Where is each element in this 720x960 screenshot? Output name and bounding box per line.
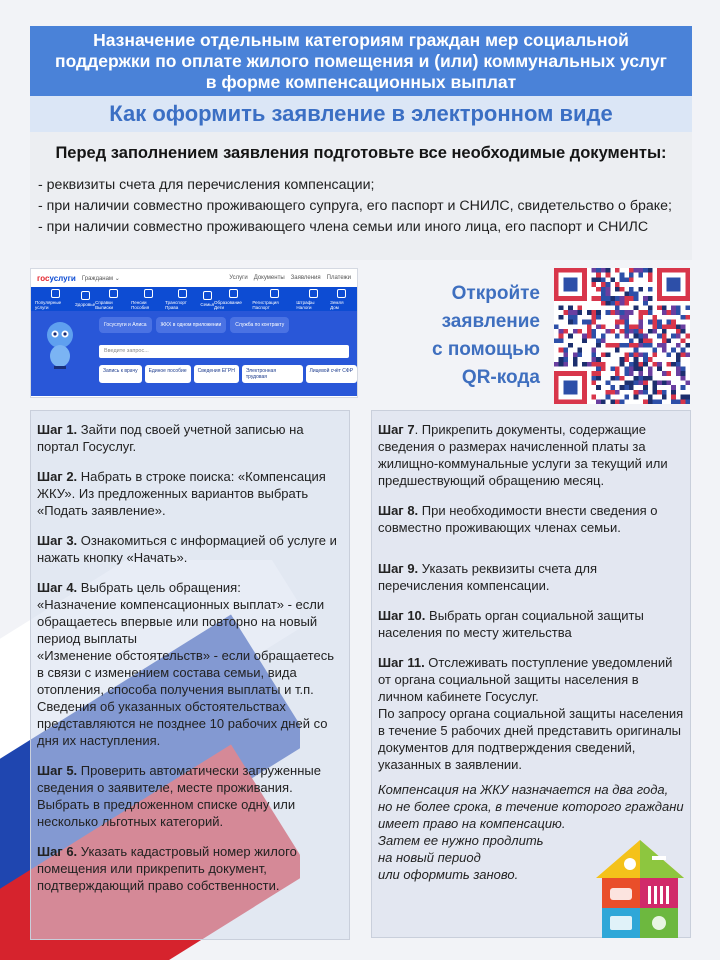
gosuslugi-search: Введите запрос... — [99, 345, 349, 358]
list-item: - при наличии совместно проживающего супруга, его паспорт и СНИЛС, свидетельство о браке; — [38, 198, 672, 214]
step-11: Шаг 11. Отслеживать поступление уведомлений от органа социальной защиты населения в личном кабинете Госуслуг. По запросу органа социальной защиты населения в течение 5 рабочих дней представить оригиналы документов для подтверждения сведений, указанных в заявлении. — [378, 655, 684, 772]
preparation-list — [30, 175, 692, 238]
step-6: Шаг 6. Указать кадастровый номер жилого помещения или прикрепить документ, подтверждающий право собственности. — [37, 844, 297, 893]
gosuslugi-nav: Популярные услуги Здоровье Справки Выписки Пенсии Пособия Транспорт Права Семья Образование Дети Регистрация Паспорт Штрафы Налоги Земля Дом — [31, 287, 357, 311]
step-3: Шаг 3. Ознакомиться с информацией об услуге и нажать кнопку «Начать». — [37, 533, 337, 565]
step-1: Шаг 1. Зайти под своей учетной записью на портал Госуслуг. — [37, 422, 304, 454]
promo-chip: ЖКХ в одном приложении — [156, 317, 227, 333]
step-5: Шаг 5. Проверить автоматически загруженные сведения о заявителе, месте проживания. Выбрать в предложенном списке одну или несколько льготных категорий. — [37, 763, 321, 829]
quick-tag: Лицевой счёт СФР — [306, 365, 357, 383]
preparation-title: Перед заполнением заявления подготовьте все необходимые документы: — [55, 144, 667, 162]
gosuslugi-logo: госуслуги — [37, 273, 76, 283]
top-link: Платежи — [326, 275, 351, 281]
preparation-block — [30, 132, 692, 260]
citizens-menu: Гражданам ⌄ — [81, 275, 120, 282]
list-item: - реквизиты счета для перечисления компенсации; — [38, 177, 375, 193]
top-link: Документы — [253, 275, 285, 281]
steps-left-panel — [30, 410, 350, 940]
step-10: Шаг 10. Выбрать орган социальной защиты населения по месту жительства — [378, 608, 644, 640]
gosuslugi-screenshot — [30, 268, 358, 398]
step-4: Шаг 4. Выбрать цель обращения: «Назначение компенсационных выплат» - если обращаетесь впервые или повторно на новый период выплаты «Изменение обстоятельств» - если обращаетесь в связи с изменением состава семьи, вида отопления, способа получения выплаты и т.п. Сведения об указанных обстоятельствах представляются не позднее 10 рабочих дней со дня их наступления. — [37, 580, 334, 748]
qr-code-icon[interactable] — [554, 268, 690, 404]
promo-chip: Госуслуги и Алиса — [99, 317, 152, 333]
top-link: Заявления — [290, 275, 321, 281]
top-link: Услуги — [229, 275, 248, 281]
step-2: Шаг 2. Набрать в строке поиска: «Компенсация ЖКУ». Из предложенных вариантов выбрать «Подать заявление». — [37, 469, 326, 518]
house-utilities-icon — [590, 838, 690, 940]
list-item: - при наличии совместно проживающего члена семьи или иного лица, его паспорт и СНИЛС — [38, 219, 649, 235]
page-subtitle: Как оформить заявление в электронном виде — [30, 96, 692, 132]
page-title: Назначение отдельным категориям граждан мер социальной поддержки по оплате жилого помещения и (или) коммунальных услуг в форме компенсационных выплат — [30, 26, 692, 96]
compensation-note: Компенсация на ЖКУ назначается на два года, но не более срока, в течение которого граждани имеет право на компенсацию. Затем ее нужно продлить на новый период или оформить заново. — [378, 782, 684, 882]
quick-tag: Сведения ЕГРН — [194, 365, 239, 383]
step-9: Шаг 9. Указать реквизиты счета для перечисления компенсации. — [378, 561, 597, 593]
quick-tag: Единое пособие — [145, 365, 191, 383]
robot-mascot-icon — [43, 319, 77, 369]
quick-tag: Запись к врачу — [99, 365, 142, 383]
qr-caption: Откройте заявление с помощью QR-кода — [431, 283, 540, 388]
promo-chip: Служба по контракту — [230, 317, 289, 333]
step-8: Шаг 8. При необходимости внести сведения о совместно проживающих членах семьи. — [378, 503, 658, 535]
quick-tag: Электронная трудовая — [242, 365, 303, 383]
step-7: Шаг 7. Прикрепить документы, содержащие сведения о размерах начисленной платы за жилищно-коммунальные услуги за текущий или предшествующий обращению месяц. — [378, 422, 668, 488]
